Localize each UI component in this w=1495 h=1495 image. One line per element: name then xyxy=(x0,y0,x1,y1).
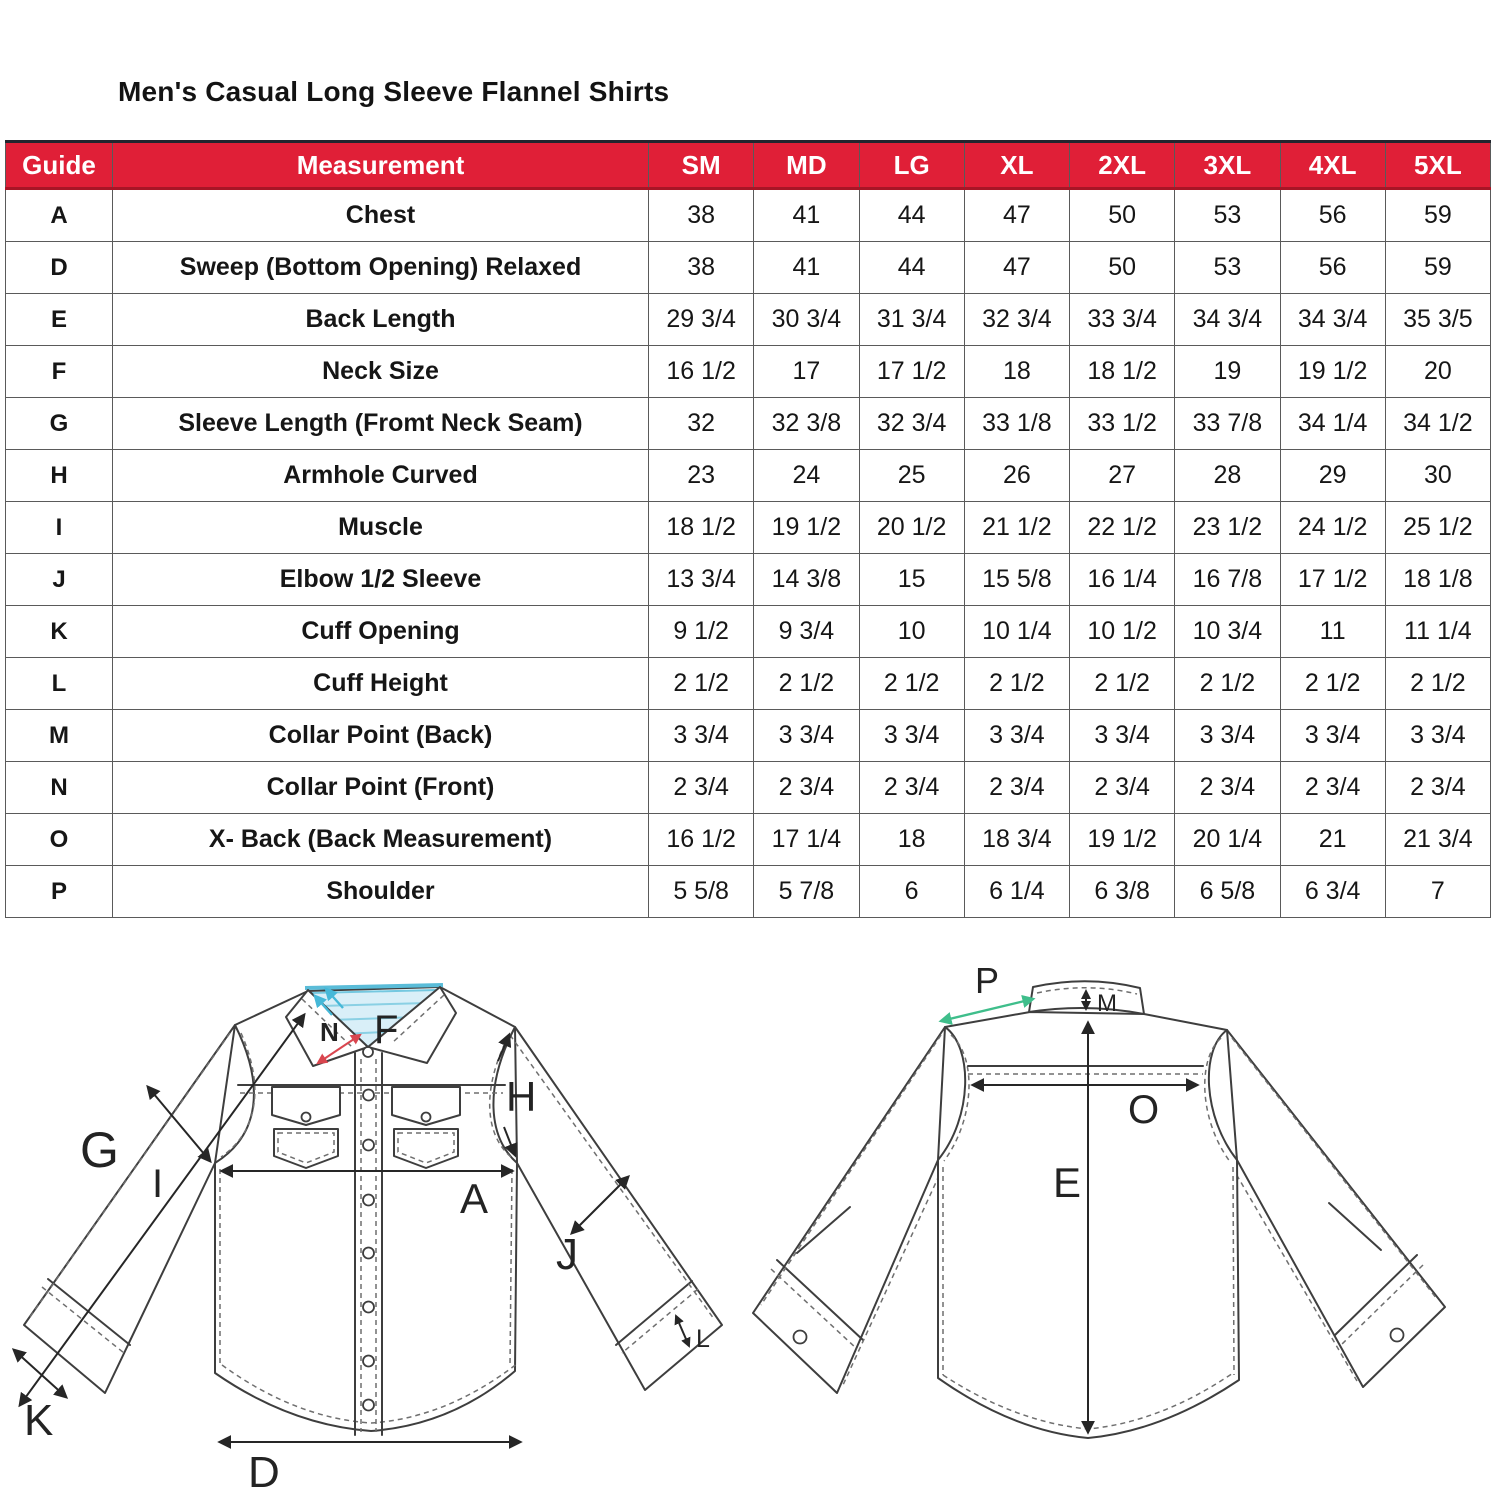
value-cell: 41 xyxy=(754,242,859,294)
value-cell: 50 xyxy=(1070,242,1175,294)
value-cell: 11 xyxy=(1280,606,1385,658)
value-cell: 16 1/2 xyxy=(649,814,754,866)
value-cell: 17 1/2 xyxy=(1280,554,1385,606)
label-A: A xyxy=(460,1175,489,1222)
value-cell: 20 1/4 xyxy=(1175,814,1280,866)
label-K: K xyxy=(24,1396,54,1445)
value-cell: 21 1/2 xyxy=(964,502,1069,554)
value-cell: 2 3/4 xyxy=(1280,762,1385,814)
measurement-cell: Cuff Opening xyxy=(113,606,649,658)
value-cell: 44 xyxy=(859,242,964,294)
measurement-cell: Neck Size xyxy=(113,346,649,398)
column-header-measurement: Measurement xyxy=(113,142,649,189)
value-cell: 34 1/4 xyxy=(1280,398,1385,450)
value-cell: 24 xyxy=(754,450,859,502)
collar-button xyxy=(363,1047,373,1057)
value-cell: 3 3/4 xyxy=(1175,710,1280,762)
value-cell: 2 3/4 xyxy=(964,762,1069,814)
value-cell: 2 1/2 xyxy=(649,658,754,710)
value-cell: 2 3/4 xyxy=(1385,762,1490,814)
value-cell: 18 xyxy=(859,814,964,866)
value-cell: 22 1/2 xyxy=(1070,502,1175,554)
label-F: F xyxy=(374,1008,399,1052)
value-cell: 47 xyxy=(964,189,1069,242)
guide-cell: D xyxy=(6,242,113,294)
column-header-guide: Guide xyxy=(6,142,113,189)
value-cell: 33 7/8 xyxy=(1175,398,1280,450)
value-cell: 19 1/2 xyxy=(1070,814,1175,866)
guide-cell: K xyxy=(6,606,113,658)
label-M: M xyxy=(1097,990,1117,1017)
value-cell: 10 xyxy=(859,606,964,658)
label-I: I xyxy=(152,1162,164,1206)
guide-cell: O xyxy=(6,814,113,866)
value-cell: 10 1/2 xyxy=(1070,606,1175,658)
value-cell: 35 3/5 xyxy=(1385,294,1490,346)
value-cell: 6 1/4 xyxy=(964,866,1069,918)
value-cell: 18 xyxy=(964,346,1069,398)
value-cell: 2 3/4 xyxy=(649,762,754,814)
value-cell: 21 xyxy=(1280,814,1385,866)
value-cell: 14 3/8 xyxy=(754,554,859,606)
value-cell: 16 1/4 xyxy=(1070,554,1175,606)
measurement-cell: Shoulder xyxy=(113,866,649,918)
table-row-i xyxy=(6,502,1491,554)
value-cell: 6 5/8 xyxy=(1175,866,1280,918)
value-cell: 29 3/4 xyxy=(649,294,754,346)
measurement-cell: Armhole Curved xyxy=(113,450,649,502)
value-cell: 2 3/4 xyxy=(754,762,859,814)
value-cell: 29 xyxy=(1280,450,1385,502)
value-cell: 3 3/4 xyxy=(1280,710,1385,762)
value-cell: 6 xyxy=(859,866,964,918)
guide-cell: L xyxy=(6,658,113,710)
value-cell: 28 xyxy=(1175,450,1280,502)
front-left-sleeve xyxy=(24,1025,235,1393)
value-cell: 3 3/4 xyxy=(859,710,964,762)
table-row-f xyxy=(6,346,1491,398)
value-cell: 56 xyxy=(1280,189,1385,242)
table-row-h xyxy=(6,450,1491,502)
value-cell: 7 xyxy=(1385,866,1490,918)
value-cell: 50 xyxy=(1070,189,1175,242)
value-cell: 2 1/2 xyxy=(1070,658,1175,710)
label-E: E xyxy=(1053,1159,1082,1206)
value-cell: 6 3/4 xyxy=(1280,866,1385,918)
front-shirt-diagram xyxy=(0,935,745,1495)
value-cell: 16 1/2 xyxy=(649,346,754,398)
measurement-cell: Elbow 1/2 Sleeve xyxy=(113,554,649,606)
column-header-sm: SM xyxy=(649,142,754,189)
page-title: Men's Casual Long Sleeve Flannel Shirts xyxy=(118,76,670,107)
value-cell: 33 1/8 xyxy=(964,398,1069,450)
value-cell: 32 3/4 xyxy=(859,398,964,450)
value-cell: 2 1/2 xyxy=(754,658,859,710)
back-left-sleeve xyxy=(753,1027,945,1393)
label-J: J xyxy=(556,1230,578,1279)
guide-cell: A xyxy=(6,189,113,242)
value-cell: 26 xyxy=(964,450,1069,502)
value-cell: 17 1/2 xyxy=(859,346,964,398)
label-N: N xyxy=(320,1017,339,1047)
value-cell: 3 3/4 xyxy=(1070,710,1175,762)
label-D: D xyxy=(248,1448,280,1495)
value-cell: 19 1/2 xyxy=(1280,346,1385,398)
table-row-g xyxy=(6,398,1491,450)
value-cell: 16 7/8 xyxy=(1175,554,1280,606)
value-cell: 10 1/4 xyxy=(964,606,1069,658)
table-row-l xyxy=(6,658,1491,710)
table-row-k xyxy=(6,606,1491,658)
value-cell: 5 7/8 xyxy=(754,866,859,918)
guide-cell: P xyxy=(6,866,113,918)
value-cell: 25 1/2 xyxy=(1385,502,1490,554)
measurement-cell: Collar Point (Back) xyxy=(113,710,649,762)
value-cell: 25 xyxy=(859,450,964,502)
measurement-cell: Sleeve Length (Fromt Neck Seam) xyxy=(113,398,649,450)
value-cell: 38 xyxy=(649,189,754,242)
value-cell: 27 xyxy=(1070,450,1175,502)
guide-cell: G xyxy=(6,398,113,450)
value-cell: 19 xyxy=(1175,346,1280,398)
guide-cell: H xyxy=(6,450,113,502)
value-cell: 32 xyxy=(649,398,754,450)
value-cell: 53 xyxy=(1175,189,1280,242)
column-header-xl: XL xyxy=(964,142,1069,189)
value-cell: 59 xyxy=(1385,189,1490,242)
value-cell: 15 xyxy=(859,554,964,606)
value-cell: 9 1/2 xyxy=(649,606,754,658)
value-cell: 9 3/4 xyxy=(754,606,859,658)
label-L: L xyxy=(696,1325,710,1353)
table-row-j xyxy=(6,554,1491,606)
back-right-cuff-button xyxy=(1391,1329,1404,1342)
value-cell: 20 1/2 xyxy=(859,502,964,554)
value-cell: 3 3/4 xyxy=(1385,710,1490,762)
value-cell: 32 3/8 xyxy=(754,398,859,450)
value-cell: 2 3/4 xyxy=(859,762,964,814)
value-cell: 2 3/4 xyxy=(1070,762,1175,814)
cuff-opening-arrow xyxy=(14,1350,66,1397)
value-cell: 18 1/2 xyxy=(1070,346,1175,398)
back-shirt-diagram xyxy=(745,935,1495,1495)
value-cell: 2 1/2 xyxy=(1280,658,1385,710)
measurement-cell: Collar Point (Front) xyxy=(113,762,649,814)
value-cell: 2 1/2 xyxy=(1175,658,1280,710)
value-cell: 17 1/4 xyxy=(754,814,859,866)
column-header-3xl: 3XL xyxy=(1175,142,1280,189)
table-row-m xyxy=(6,710,1491,762)
column-header-4xl: 4XL xyxy=(1280,142,1385,189)
back-left-cuff-button xyxy=(794,1331,807,1344)
measurement-cell: Muscle xyxy=(113,502,649,554)
value-cell: 30 3/4 xyxy=(754,294,859,346)
value-cell: 47 xyxy=(964,242,1069,294)
value-cell: 32 3/4 xyxy=(964,294,1069,346)
value-cell: 3 3/4 xyxy=(964,710,1069,762)
value-cell: 5 5/8 xyxy=(649,866,754,918)
measurement-cell: Sweep (Bottom Opening) Relaxed xyxy=(113,242,649,294)
value-cell: 56 xyxy=(1280,242,1385,294)
guide-cell: J xyxy=(6,554,113,606)
label-O: O xyxy=(1128,1088,1160,1132)
value-cell: 34 3/4 xyxy=(1175,294,1280,346)
value-cell: 18 3/4 xyxy=(964,814,1069,866)
column-header-5xl: 5XL xyxy=(1385,142,1490,189)
value-cell: 17 xyxy=(754,346,859,398)
value-cell: 2 1/2 xyxy=(1385,658,1490,710)
measurement-cell: Cuff Height xyxy=(113,658,649,710)
value-cell: 23 1/2 xyxy=(1175,502,1280,554)
guide-cell: E xyxy=(6,294,113,346)
value-cell: 3 3/4 xyxy=(649,710,754,762)
value-cell: 20 xyxy=(1385,346,1490,398)
size-table xyxy=(5,140,1491,918)
value-cell: 41 xyxy=(754,189,859,242)
value-cell: 10 3/4 xyxy=(1175,606,1280,658)
size-table-body xyxy=(6,189,1491,918)
value-cell: 15 5/8 xyxy=(964,554,1069,606)
value-cell: 34 3/4 xyxy=(1280,294,1385,346)
value-cell: 23 xyxy=(649,450,754,502)
value-cell: 59 xyxy=(1385,242,1490,294)
value-cell: 2 1/2 xyxy=(964,658,1069,710)
value-cell: 30 xyxy=(1385,450,1490,502)
value-cell: 53 xyxy=(1175,242,1280,294)
measurement-cell: Chest xyxy=(113,189,649,242)
guide-cell: N xyxy=(6,762,113,814)
value-cell: 38 xyxy=(649,242,754,294)
guide-cell: F xyxy=(6,346,113,398)
value-cell: 19 1/2 xyxy=(754,502,859,554)
measurement-cell: X- Back (Back Measurement) xyxy=(113,814,649,866)
value-cell: 3 3/4 xyxy=(754,710,859,762)
value-cell: 6 3/8 xyxy=(1070,866,1175,918)
value-cell: 13 3/4 xyxy=(649,554,754,606)
table-row-d xyxy=(6,242,1491,294)
column-header-lg: LG xyxy=(859,142,964,189)
value-cell: 18 1/8 xyxy=(1385,554,1490,606)
front-right-sleeve xyxy=(515,1027,722,1390)
guide-cell: M xyxy=(6,710,113,762)
value-cell: 24 1/2 xyxy=(1280,502,1385,554)
value-cell: 2 1/2 xyxy=(859,658,964,710)
value-cell: 2 3/4 xyxy=(1175,762,1280,814)
table-row-a xyxy=(6,189,1491,242)
value-cell: 44 xyxy=(859,189,964,242)
value-cell: 34 1/2 xyxy=(1385,398,1490,450)
table-row-p xyxy=(6,866,1491,918)
value-cell: 31 3/4 xyxy=(859,294,964,346)
label-H: H xyxy=(506,1073,537,1120)
guide-cell: I xyxy=(6,502,113,554)
table-row-e xyxy=(6,294,1491,346)
label-G: G xyxy=(80,1122,119,1178)
column-header-2xl: 2XL xyxy=(1070,142,1175,189)
measurement-cell: Back Length xyxy=(113,294,649,346)
measurement-diagrams xyxy=(0,935,1495,1495)
column-header-md: MD xyxy=(754,142,859,189)
value-cell: 21 3/4 xyxy=(1385,814,1490,866)
value-cell: 11 1/4 xyxy=(1385,606,1490,658)
table-header-row xyxy=(6,142,1491,189)
value-cell: 33 1/2 xyxy=(1070,398,1175,450)
table-row-n xyxy=(6,762,1491,814)
table-row-o xyxy=(6,814,1491,866)
label-P: P xyxy=(975,960,1000,1001)
value-cell: 18 1/2 xyxy=(649,502,754,554)
value-cell: 33 3/4 xyxy=(1070,294,1175,346)
